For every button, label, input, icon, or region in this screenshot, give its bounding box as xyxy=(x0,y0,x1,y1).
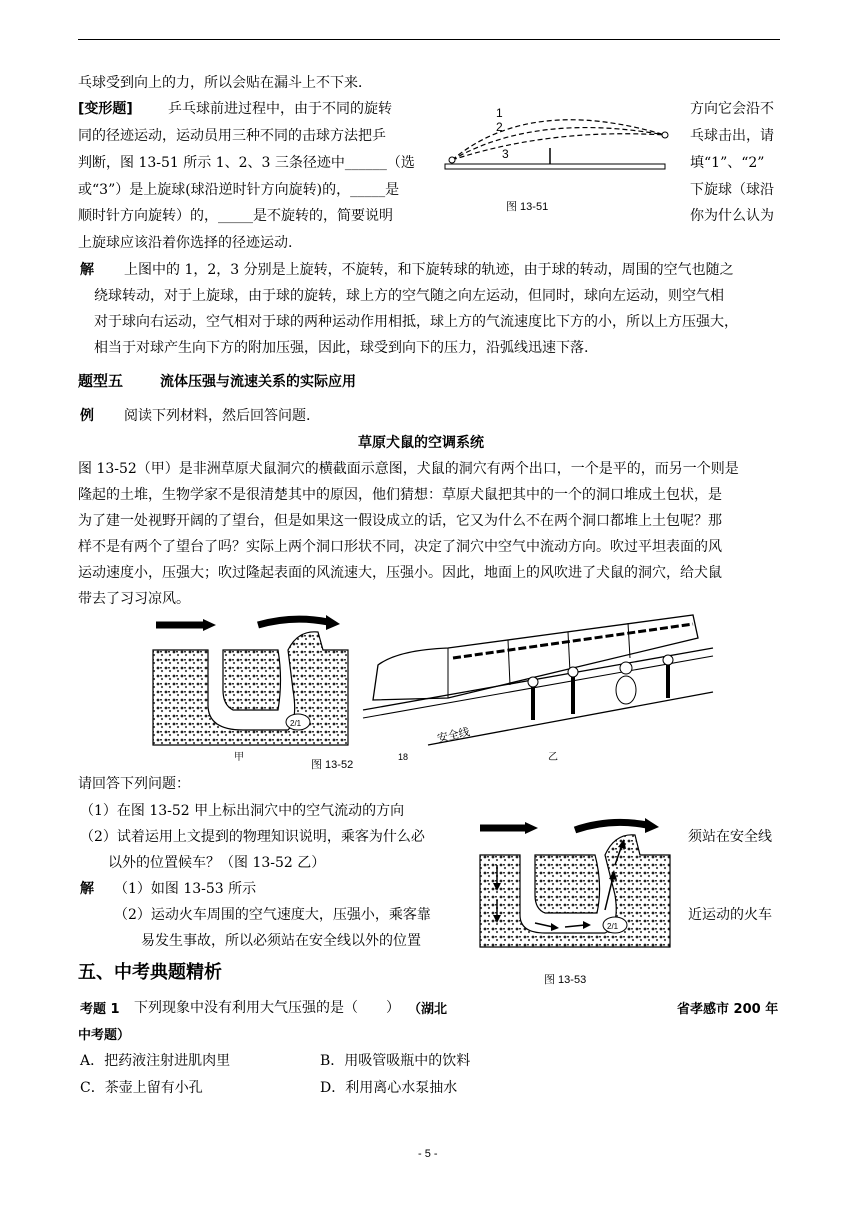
page-number: - 5 - xyxy=(418,1148,438,1160)
text-line: （2）运动火车周围的空气速度大，压强小，乘客靠 xyxy=(114,907,431,923)
label-yi: 乙 xyxy=(548,752,558,763)
trajectory-1 xyxy=(452,120,665,160)
text-line: 运动速度小，压强大；吹过隆起表面的风流速大，压强小。因此，地面上的风吹进了犬鼠的洞穴，给犬鼠 xyxy=(78,565,722,581)
header-rule xyxy=(78,39,780,40)
burrow-label: 2/1 xyxy=(290,719,302,728)
text-line: 带去了习习凉风。 xyxy=(78,591,190,607)
exam-source: （湖北 xyxy=(408,1002,448,1017)
burrow-label: 2/1 xyxy=(607,922,619,931)
label-1: 1 xyxy=(496,106,503,120)
exam-source: 中考题） xyxy=(78,1028,131,1043)
text-line: 判断，图 13-51 所示 1、2、3 三条径迹中______（选 xyxy=(78,155,415,171)
label-3: 3 xyxy=(502,147,509,161)
trajectory-figure xyxy=(440,100,680,210)
wind-arrow-mound xyxy=(258,619,328,625)
answer-tag: 解 xyxy=(80,881,94,897)
section-tag: 题型五 xyxy=(78,372,124,390)
text-line: 相当于对球产生向下方的附加压强，因此，球受到向下的压力，沿弧线迅速下落. xyxy=(94,340,589,356)
text-line: 阅读下列材料，然后回答问题. xyxy=(124,408,311,424)
text-line: 请回答下列问题： xyxy=(78,776,190,792)
exam-source: 省孝感市 200 年 xyxy=(677,1002,779,1017)
text-line: 以外的位置候车？（图 13-52 乙） xyxy=(108,855,326,871)
text-line: 方向它会沿不 xyxy=(690,101,774,117)
option-b: B．用吸管吸瓶中的饮料 xyxy=(320,1053,471,1069)
article-title: 草原犬鼠的空调系统 xyxy=(358,435,484,451)
text-line: 上图中的 1，2，3 分别是上旋转，不旋转，和下旋转球的轨迹，由于球的转动，周围的空气也随之 xyxy=(124,262,734,278)
figure-caption: 图 13-51 xyxy=(506,201,549,213)
question-1: （1）在图 13-52 甲上标出洞穴中的空气流动的方向 xyxy=(80,803,405,819)
text-line: 同的径迹运动，运动员用三种不同的击球方法把乒 xyxy=(78,128,386,144)
text-line: 隆起的土堆，生物学家不是很清楚其中的原因，他们猜想：草原犬鼠把其中的一个的洞口堆成土包状，是 xyxy=(78,487,722,503)
safety-line-label: 安全线 xyxy=(435,725,471,745)
section-title: 流体压强与流速关系的实际应用 xyxy=(160,374,356,390)
example-tag: 例 xyxy=(80,408,94,424)
text-line: 近运动的火车 xyxy=(688,907,772,923)
text-line: 你为什么认为 xyxy=(690,208,774,224)
table-surface xyxy=(445,164,665,169)
text-line: 乒乓球前进过程中，由于不同的旋转 xyxy=(168,101,392,117)
text-line: 样不是有两个了望台了吗？实际上两个洞口形状不同，决定了洞穴中空气中流动方向。吹过平坦表面的风 xyxy=(78,539,722,555)
text-line: 对于球向右运动，空气相对于球的两种运动作用相抵，球上方的气流速度比下方的小，所以上方压强大， xyxy=(94,314,738,330)
label-2: 2 xyxy=(496,120,503,134)
trajectory-3 xyxy=(452,134,665,160)
figure-caption: 图 13-52 xyxy=(311,759,354,771)
start-ball xyxy=(449,157,455,163)
burrow-diagram xyxy=(153,615,348,763)
text-line: 须站在安全线 xyxy=(688,829,772,845)
train-diagram xyxy=(363,615,713,763)
text-line: 顺时针方向旋转）的，_____是不旋转的，简要说明 xyxy=(78,208,393,224)
text-line: 填“1”、“2” xyxy=(690,155,765,171)
option-d: D．利用离心水泵抽水 xyxy=(320,1080,458,1096)
end-ball xyxy=(662,132,668,138)
trajectory-2 xyxy=(452,128,665,160)
exam-tag: 考题 1 xyxy=(80,1002,120,1017)
variant-tag: [变形题] xyxy=(78,101,133,117)
text-line: （1）如图 13-53 所示 xyxy=(114,881,257,897)
burrow-train-figure xyxy=(148,610,718,770)
solution-tag: 解 xyxy=(80,262,94,278)
text-line: 乓球击出，请 xyxy=(690,128,774,144)
figure-number: 18 xyxy=(398,752,409,762)
figure-caption: 图 13-53 xyxy=(544,974,587,986)
option-a: A．把药液注射进肌肉里 xyxy=(80,1053,231,1069)
text-line: 易发生事故，所以必须站在安全线以外的位置 xyxy=(141,933,421,949)
text-line: 上旋球应该沿着你选择的径迹运动. xyxy=(78,235,293,251)
text-line: 下旋球（球沿 xyxy=(690,182,774,198)
option-c: C．茶壶上留有小孔 xyxy=(80,1080,203,1096)
label-jia: 甲 xyxy=(234,752,244,763)
text-line: 图 13-52（甲）是非洲草原犬鼠洞穴的横截面示意图，犬鼠的洞穴有两个出口，一个是平的，而另一个则是 xyxy=(78,461,739,477)
text-line: 绕球转动，对于上旋球，由于球的旋转，球上方的空气随之向左运动，但同时，球向左运动，则空气相 xyxy=(94,288,724,304)
burrow-answer-figure xyxy=(475,815,675,950)
exam-question: 下列现象中没有利用大气压强的是（ ） xyxy=(134,1000,400,1016)
text-line: 或“3”）是上旋球(球沿逆时针方向旋转)的，_____是 xyxy=(78,182,400,198)
text-line: 为了建一处视野开阔的了望台，但是如果这一假设成立的话，它又为什么不在两个洞口都堆上土包呢？那 xyxy=(78,513,722,529)
question-2: （2）试着运用上文提到的物理知识说明，乘客为什么必 xyxy=(80,829,425,845)
text-line: 乓球受到向上的力，所以会贴在漏斗上不下来． xyxy=(78,75,372,91)
section-heading: 五、中考典题精析 xyxy=(78,962,222,983)
